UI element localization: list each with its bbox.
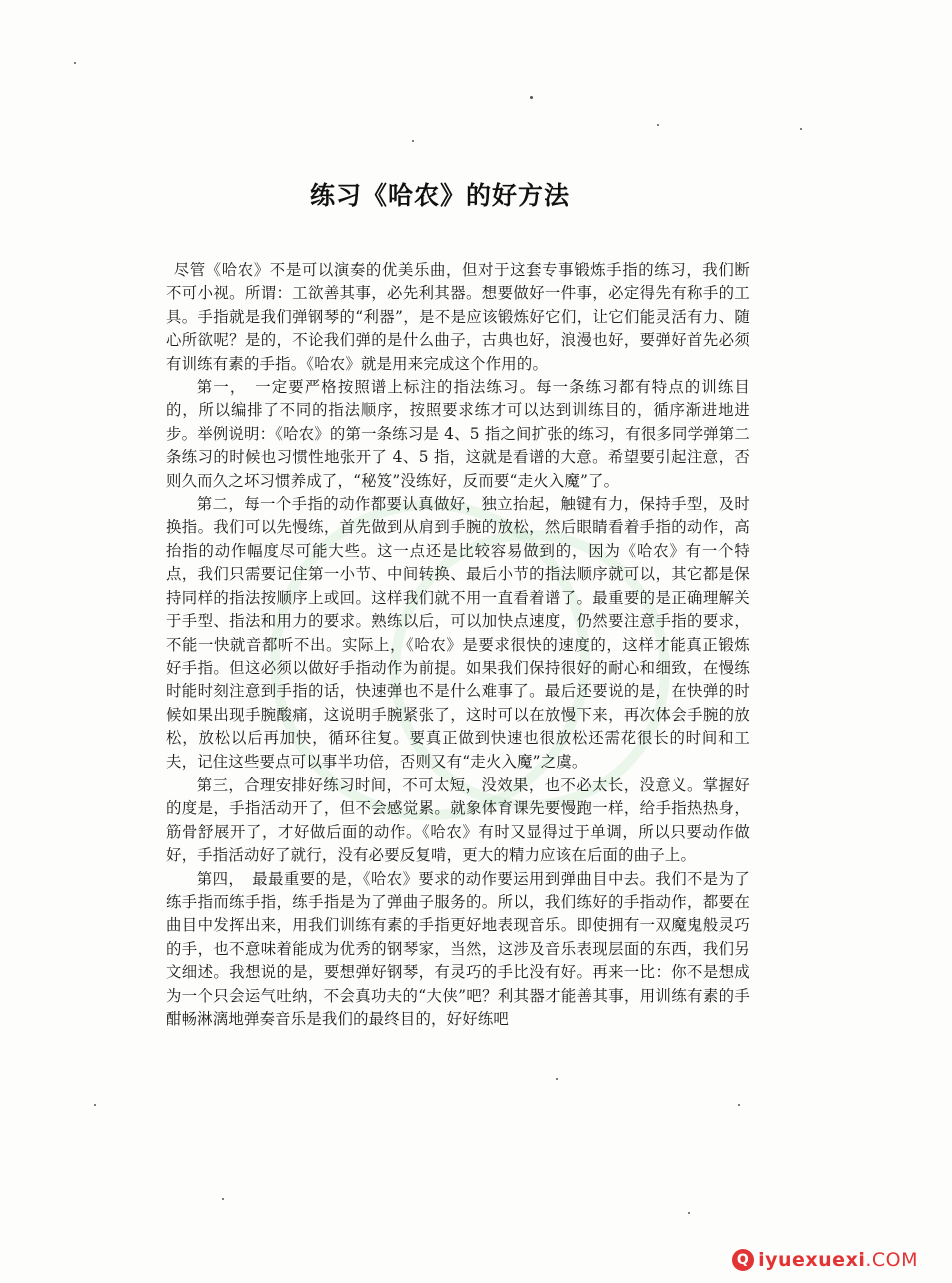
scan-speck [800, 128, 802, 130]
article-title: 练习《哈农》的好方法 [309, 181, 570, 210]
scan-speck [657, 124, 659, 126]
paragraph-first-point: 第一， 一定要严格按照谱上标注的指法练习。每一条练习都有特点的训练目的，所以编排了不同的指法顺序，按照要求练才可以达到训练目的，循序渐进地进步。举例说明：《哈农》的第一条练习是 4、5 指之间扩张的练习，有很多同学弹第二条练习的时候也习惯性地张开了 4、5 指，这就是看谱的大意。希望要引起注意，否则久而久之坏习惯养成了，“秘笈”没练好，反而要“走火入魔”了。 [166, 378, 750, 490]
scan-speck [556, 1078, 558, 1080]
scan-speck [94, 1104, 96, 1106]
paragraph-third-point: 第三，合理安排好练习时间，不可太短，没效果，也不必太长，没意义。掌握好的度是，手指活动开了，但不会感觉累。就象体育课先要慢跑一样，给手指热热身，筋骨舒展开了，才好做后面的动作。《哈农》有时又显得过于单调，所以只要动作做好，手指活动好了就行，没有必要反复啃，更大的精力应该在后面的曲子上。 [166, 775, 750, 865]
site-logo-icon: Q [732, 1249, 754, 1271]
scan-speck [222, 1198, 224, 1200]
scan-speck [530, 96, 533, 99]
site-name: iyuexuexi [758, 1249, 866, 1271]
paragraph-fourth-point: 第四， 最最重要的是，《哈农》要求的动作要运用到弹曲目中去。我们不是为了练手指而练手指，练手指是为了弹曲子服务的。所以，我们练好的手指动作，都要在曲目中发挥出来，用我们训练有素的手指更好地表现音乐。即使拥有一双魔鬼般灵巧的手，也不意味着能成为优秀的钢琴家，当然，这涉及音乐表现层面的东西，我们另文细述。我想说的是，要想弹好钢琴，有灵巧的手比没有好。再来一比：你不是想成为一个只会运气吐纳，不会真功夫的“大侠”吧？利其器才能善其事，用训练有素的手酣畅淋漓地弹奏音乐是我们的最终目的，好好练吧 [166, 869, 750, 1028]
scan-speck [688, 1212, 690, 1214]
scan-speck [738, 1104, 740, 1106]
site-watermark [732, 1249, 918, 1271]
site-domain-suffix: .COM [865, 1249, 918, 1271]
paragraph-intro: 尽管《哈农》不是可以演奏的优美乐曲，但对于这套专事锻炼手指的练习，我们断不可小视。所谓：工欲善其事，必先利其器。想要做好一件事，必定得先有称手的工具。手指就是我们弹钢琴的“利器”，是不是应该锻炼好它们，让它们能灵活有力、随心所欲呢？是的，不论我们弹的是什么曲子，古典也好，浪漫也好，要弹好首先必须有训练有素的手指。《哈农》就是用来完成这个作用的。 [166, 261, 750, 373]
scan-speck [412, 140, 414, 142]
paragraph-second-point: 第二，每一个手指的动作都要认真做好，独立抬起，触键有力，保持手型，及时换指。我们可以先慢练，首先做到从肩到手腕的放松，然后眼睛看着手指的动作，高抬指的动作幅度尽可能大些。这一点还是比较容易做到的，因为《哈农》有一个特点，我们只需要记住第一小节、中间转换、最后小节的指法顺序就可以，其它都是保持同样的指法按顺序上或回。这样我们就不用一直看着谱了。最重要的是正确理解关于手型、指法和用力的要求。熟练以后，可以加快点速度，仍然要注意手指的要求，不能一快就音都听不出。实际上，《哈农》是要求很快的速度的，这样才能真正锻炼好手指。但这必须以做好手指动作为前提。如果我们保持很好的耐心和细致，在慢练时能时刻注意到手指的话，快速弹也不是什么难事了。最后还要说的是，在快弹的时候如果出现手腕酸痛，这说明手腕紧张了，这时可以在放慢下来，再次体会手腕的放松，放松以后再加快，循环往复。要真正做到快速也很放松还需花很长的时间和工夫，记住这些要点可以事半功倍，否则又有“走火入魔”之虞。 [166, 495, 750, 771]
scan-speck [74, 62, 76, 64]
article-body [166, 259, 750, 1031]
